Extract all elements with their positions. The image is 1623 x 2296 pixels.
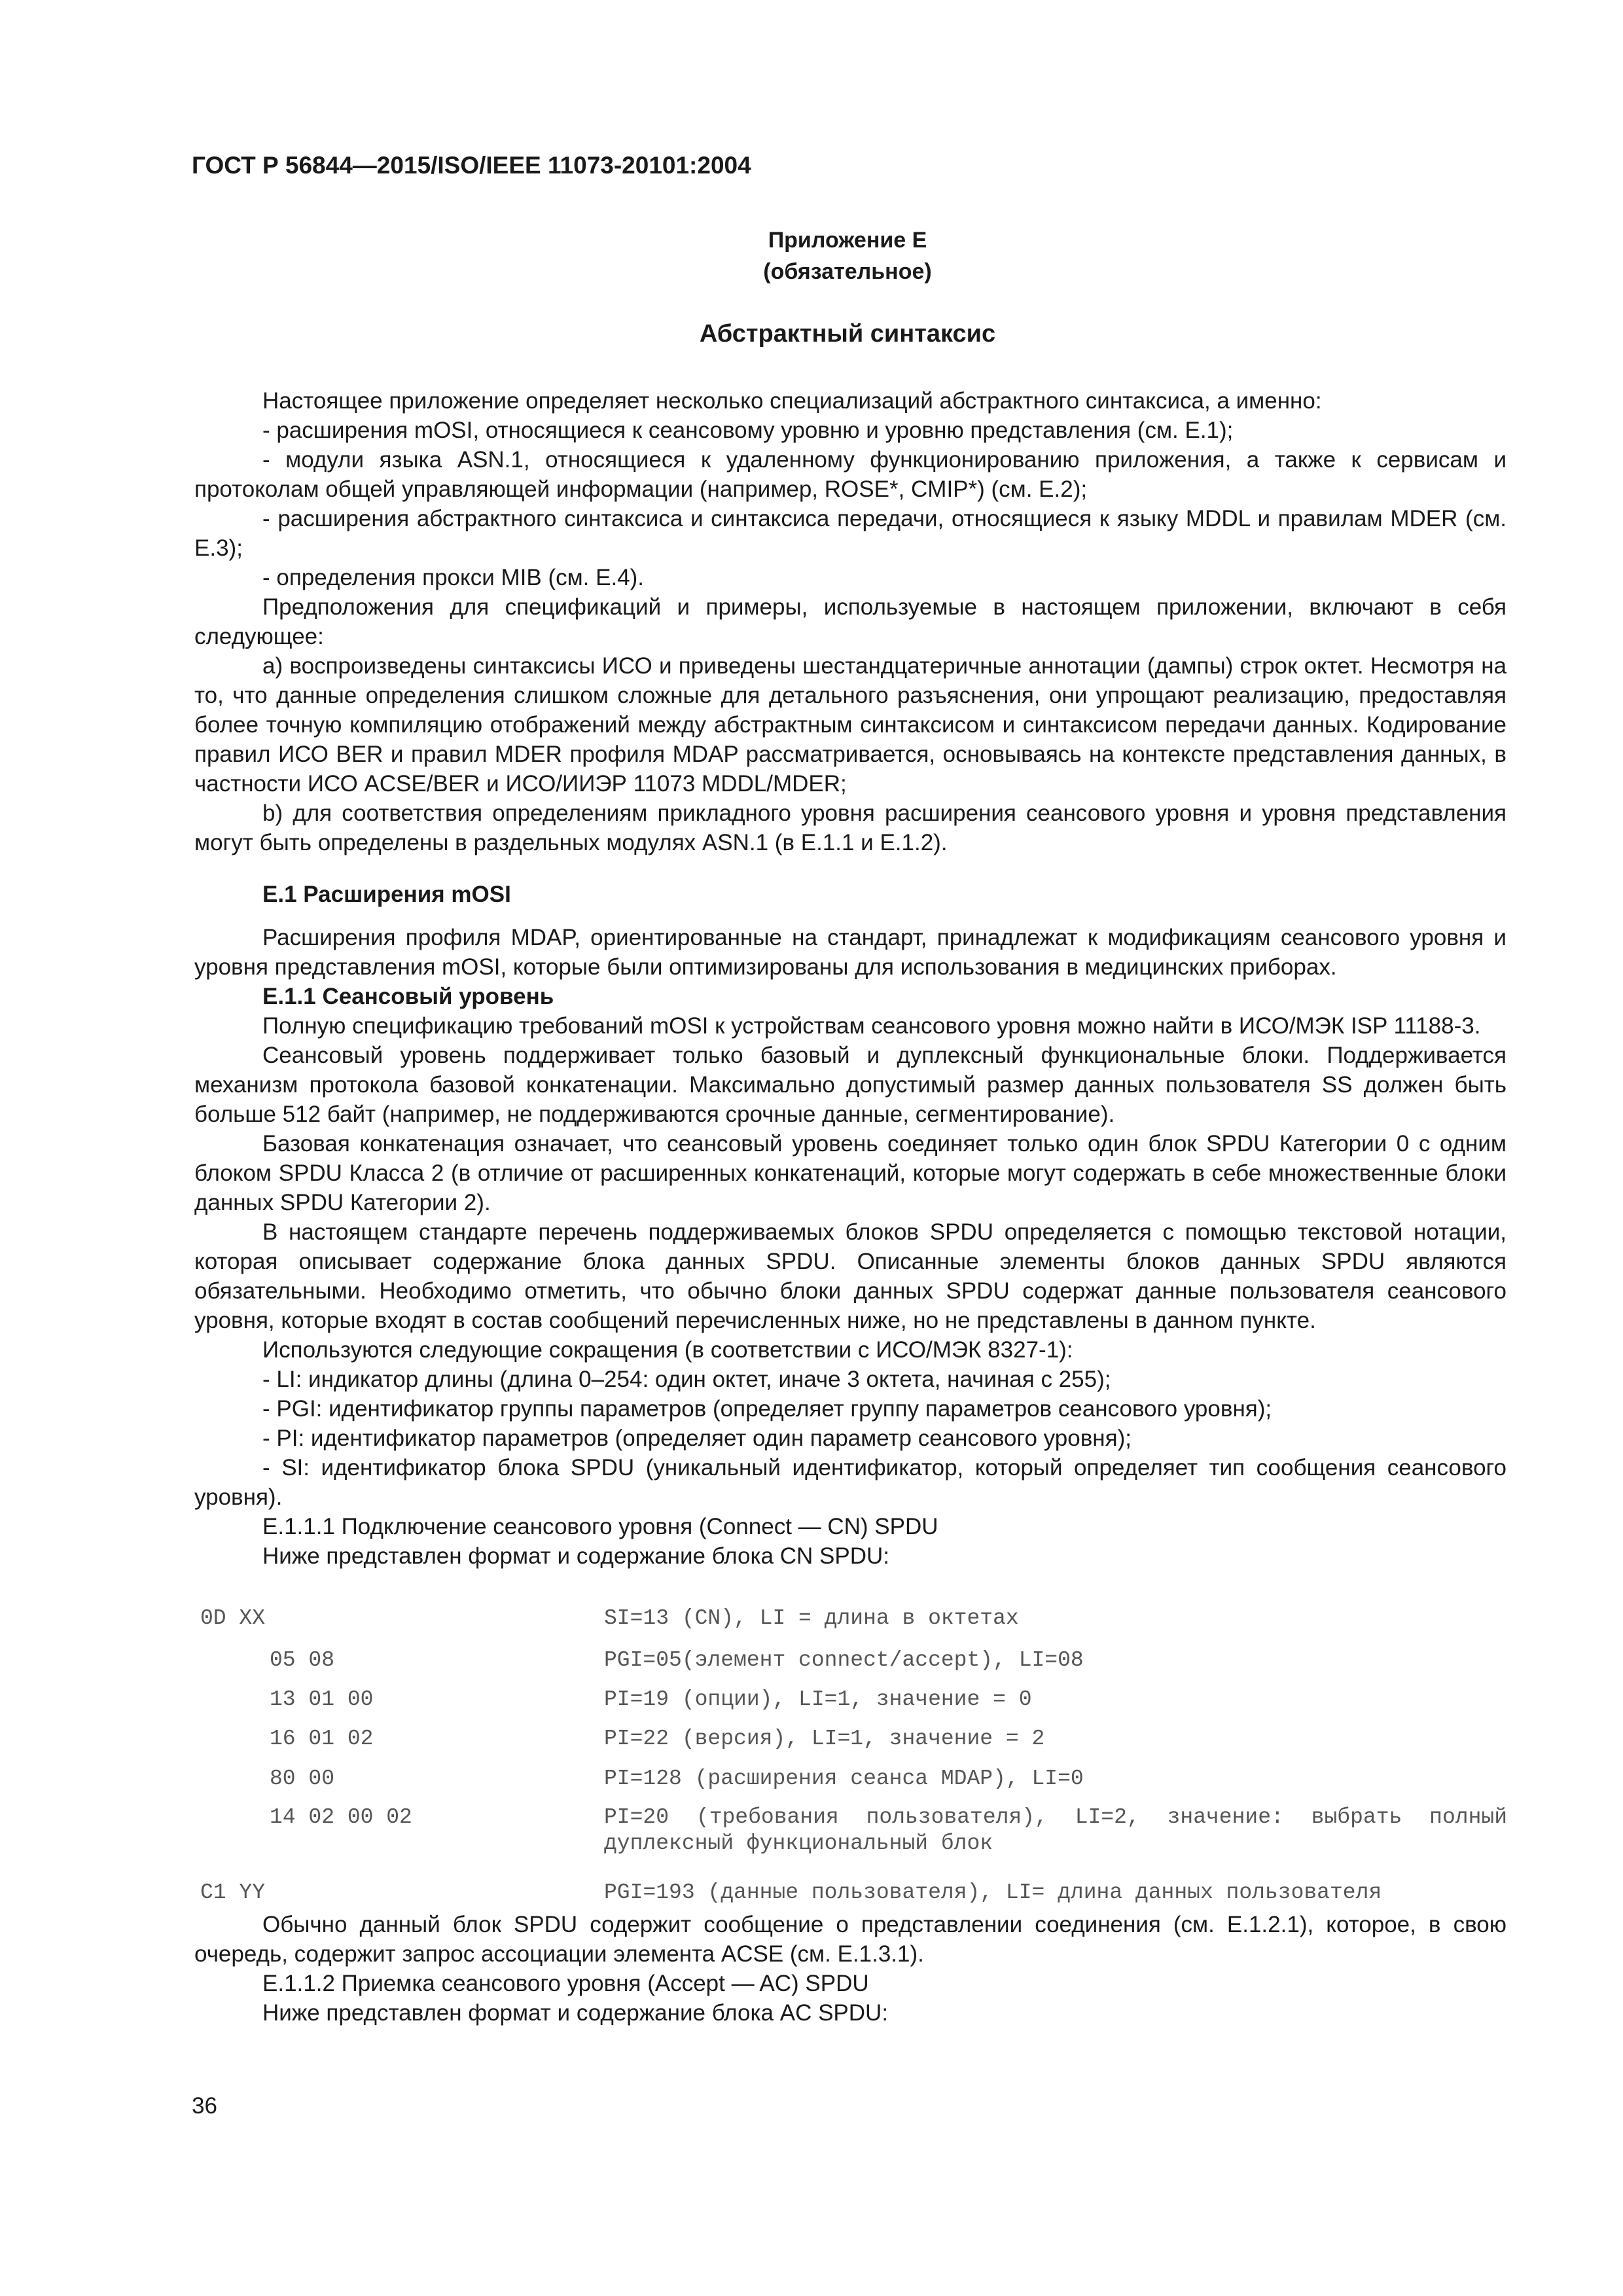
annex-status: (обязательное)	[763, 259, 932, 284]
abbreviation-item: - PGI: идентификатор группы параметров (определяет группу параметров сеансового уровня);	[262, 1396, 1272, 1422]
intro-list-item: - расширения абстрактного синтаксиса и синтаксиса передачи, относящиеся к языку MDDL и правилам MDER (см. Е.3);	[194, 506, 1507, 561]
section-paragraph: Обычно данный блок SPDU содержит сообщение о представлении соединения (см. Е.1.2.1), которое, в свою очередь, содержит запрос ассоциации элемента ACSE (см. Е.1.3.1).	[194, 1912, 1507, 1967]
intro-list-item: - расширения mOSI, относящиеся к сеансовому уровню и уровню представления (см. Е.1);	[262, 418, 1234, 443]
intro-list-item: b) для соответствия определениям прикладного уровня расширения сеансового уровня и уровня представления могут быть определены в раздельных модулях ASN.1 (в Е.1.1 и Е.1.2).	[194, 800, 1507, 855]
code-hex: 16 01 02	[270, 1727, 374, 1751]
section-paragraph: Ниже представлен формат и содержание блока AC SPDU:	[262, 2000, 889, 2026]
code-hex: C1 YY	[200, 1880, 266, 1905]
section-heading-e11: Е.1.1 Сеансовый уровень	[262, 984, 554, 1009]
code-description: PGI=05(элемент connect/accept), LI=08	[604, 1648, 1084, 1672]
section-heading-e1: Е.1 Расширения mOSI	[262, 882, 511, 907]
code-hex: 14 02 00 02	[270, 1805, 412, 1829]
abbreviation-item: - SI: идентификатор блока SPDU (уникальный идентификатор, который определяет тип сообщения сеансового уровня).	[194, 1455, 1507, 1510]
intro-list-item: - модули языка ASN.1, относящиеся к удаленному функционированию приложения, а также к сервисам и протоколам общей управляющей информации (например, ROSE*, CMIP*) (см. Е.2);	[194, 447, 1507, 502]
section-paragraph: Базовая конкатенация означает, что сеансовый уровень соединяет только один блок SPDU Категории 0 с одним блоком SPDU Класса 2 (в отличие от расширенных конкатенаций, которые могут содержать в себе множественные блоки данных SPDU Категории 2).	[194, 1131, 1507, 1215]
code-description: PI=128 (расширения сеанса MDAP), LI=0	[604, 1767, 1084, 1791]
intro-list-item: - определения прокси MIB (см. Е.4).	[262, 565, 645, 590]
section-paragraph: Используются следующие сокращения (в соответствии с ИСО/МЭК 8327-1):	[262, 1337, 1073, 1363]
standard-header: ГОСТ Р 56844—2015/ISO/IEEE 11073-20101:2004	[192, 152, 751, 179]
code-hex: 80 00	[270, 1767, 335, 1791]
section-paragraph: Ниже представлен формат и содержание блока CN SPDU:	[262, 1543, 889, 1569]
after-code-text	[194, 1910, 1507, 2028]
code-description: PI=19 (опции), LI=1, значение = 0	[604, 1687, 1032, 1712]
annex-label: Приложение Е	[768, 228, 927, 253]
intro-paragraph: Настоящее приложение определяет несколько специализаций абстрактного синтаксиса, а именно:	[262, 388, 1322, 414]
annex-body	[194, 386, 1507, 1571]
section-paragraph: В настоящем стандарте перечень поддерживаемых блоков SPDU определяется с помощью текстовой нотации, которая описывает содержание блока данных SPDU. Описанные элементы блоков данных SPDU являются обязательными. Необходимо отметить, что обычно блоки данных SPDU содержат данные пользователя сеансового уровня, которые входят в состав сообщений перечисленных ниже, но не представлены в данном пункте.	[194, 1219, 1507, 1333]
code-description: PI=22 (версия), LI=1, значение = 2	[604, 1727, 1045, 1751]
page-number: 36	[192, 2093, 217, 2119]
code-hex: 05 08	[270, 1648, 335, 1672]
section-paragraph: Полную спецификацию требований mOSI к устройствам сеансового уровня можно найти в ИСО/МЭК ISP 11188-3.	[262, 1013, 1481, 1039]
subsection-heading-e112: Е.1.1.2 Приемка сеансового уровня (Accept — AC) SPDU	[262, 1971, 869, 1996]
code-description: PGI=193 (данные пользователя), LI= длина данных пользователя	[604, 1880, 1382, 1905]
code-hex: 13 01 00	[270, 1687, 374, 1712]
code-description: SI=13 (CN), LI = длина в октетах	[604, 1606, 1019, 1630]
subsection-heading-e111: Е.1.1.1 Подключение сеансового уровня (Connect — CN) SPDU	[262, 1514, 938, 1539]
annex-title: Абстрактный синтаксис	[699, 320, 996, 348]
code-hex: 0D XX	[200, 1606, 266, 1630]
abbreviation-item: - LI: индикатор длины (длина 0–254: один октет, иначе 3 октета, начиная с 255);	[262, 1367, 1111, 1392]
abbreviation-item: - PI: идентификатор параметров (определяет один параметр сеансового уровня);	[262, 1426, 1132, 1451]
intro-paragraph: Предположения для спецификаций и примеры, используемые в настоящем приложении, включают в себя следующее:	[194, 594, 1507, 649]
intro-list-item: a) воспроизведены синтаксисы ИСО и приведены шестандцатеричные аннотации (дампы) строк октет. Несмотря на то, что данные определения слишком сложные для детального разъяснения, они упрощают реализацию, предоставляя более точную компиляцию отображений между абстрактным синтаксисом и синтаксисом передачи данных. Кодирование правил ИСО BER и правил MDER профиля MDAP рассматривается, основываясь на контексте представления данных, в частности ИСО ACSE/BER и ИСО/ИИЭР 11073 MDDL/MDER;	[194, 653, 1507, 797]
code-description: PI=20 (требования пользователя), LI=2, значение: выбрать полный дуплексный функциональный блок	[604, 1805, 1507, 1856]
section-e1-paragraph: Расширения профиля MDAP, ориентированные на стандарт, принадлежат к модификациям сеансового уровня и уровня представления mOSI, которые были оптимизированы для использования в медицинских приборах.	[194, 925, 1507, 980]
section-paragraph: Сеансовый уровень поддерживает только базовый и дуплексный функциональные блоки. Поддерживается механизм протокола базовой конкатенации. Максимально допустимый размер данных пользователя SS должен быть больше 512 байт (например, не поддерживаются срочные данные, сегментирование).	[194, 1043, 1507, 1127]
